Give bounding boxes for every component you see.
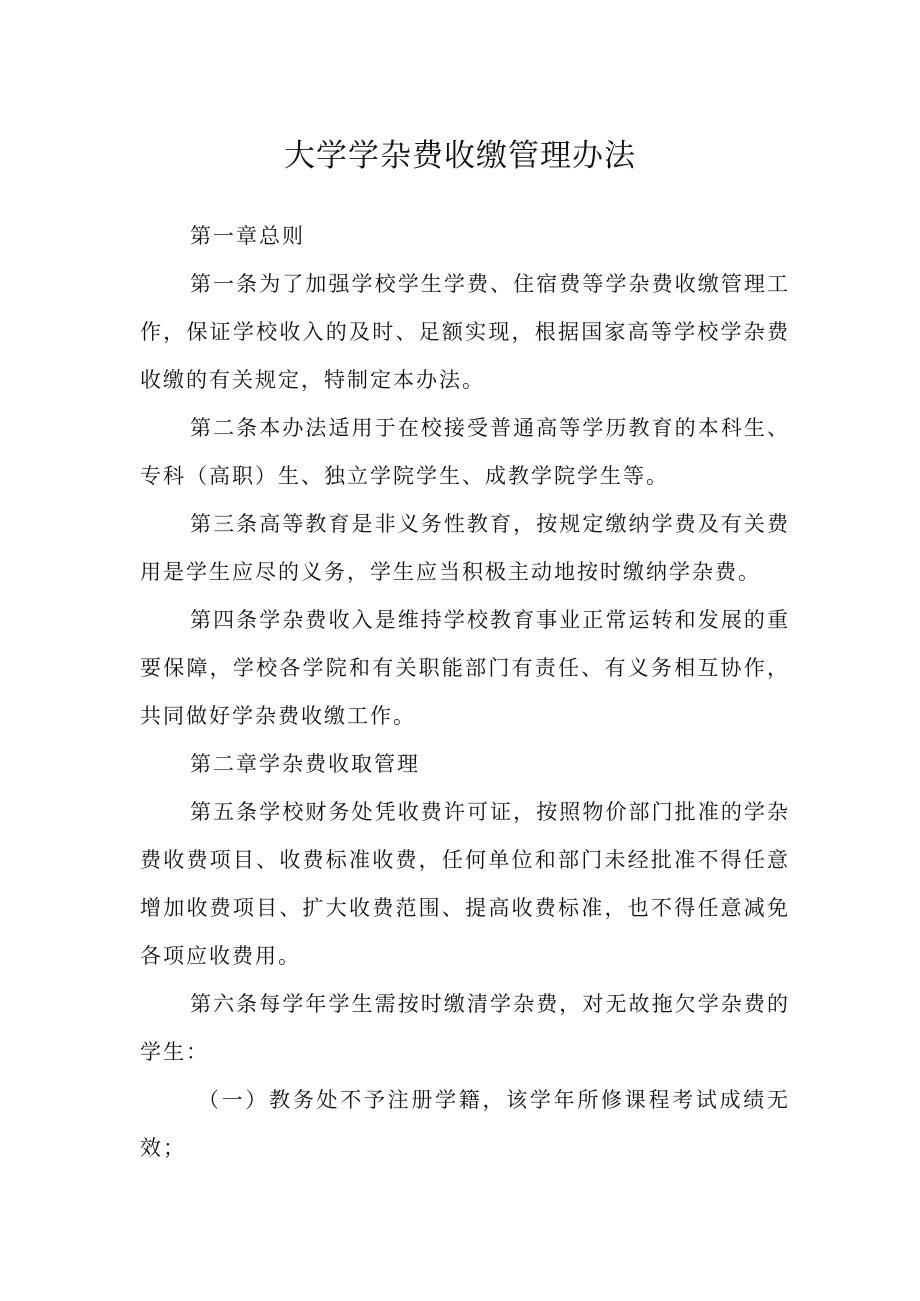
article-6-item-1: （一）教务处不予注册学籍，该学年所修课程考试成绩无效；: [140, 1088, 790, 1160]
article-2: 第二条本办法适用于在校接受普通高等学历教育的本科生、专科（高职）生、独立学院学生、成教学院学生等。: [140, 416, 790, 488]
article-4: 第四条学杂费收入是维持学校教育事业正常运转和发展的重要保障，学校各学院和有关职能部门有责任、有义务相互协作，共同做好学杂费收缴工作。: [140, 608, 790, 728]
article-1: 第一条为了加强学校学生学费、住宿费等学杂费收缴管理工作，保证学校收入的及时、足额实现，根据国家高等学校学杂费收缴的有关规定，特制定本办法。: [140, 272, 790, 392]
article-3: 第三条高等教育是非义务性教育，按规定缴纳学费及有关费用是学生应尽的义务，学生应当积极主动地按时缴纳学杂费。: [140, 512, 790, 584]
document-body: [140, 212, 790, 1172]
article-6: 第六条每学年学生需按时缴清学杂费，对无故拖欠学杂费的学生：: [140, 992, 790, 1064]
chapter-heading-1: 第一章总则: [190, 224, 305, 248]
article-5: 第五条学校财务处凭收费许可证，按照物价部门批准的学杂费收费项目、收费标准收费，任何单位和部门未经批准不得任意增加收费项目、扩大收费范围、提高收费标准，也不得任意减免各项应收费用。: [140, 800, 790, 968]
document-title: 大学学杂费收缴管理办法: [284, 138, 636, 174]
chapter-heading-2: 第二章学杂费收取管理: [190, 752, 420, 776]
